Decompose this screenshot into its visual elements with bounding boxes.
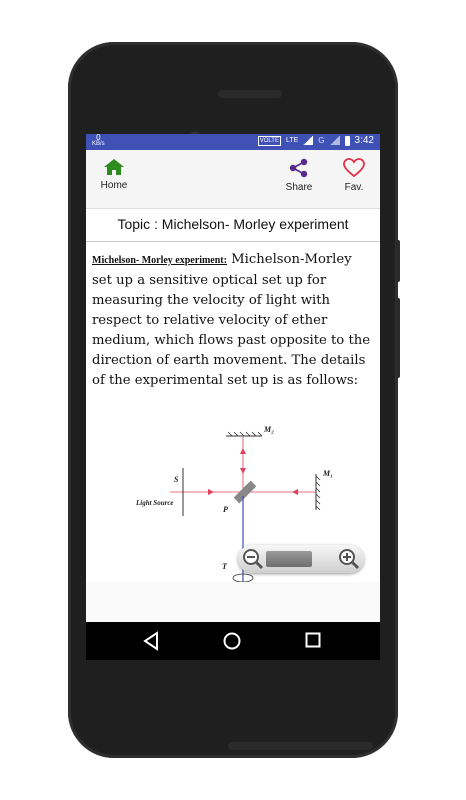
app-bar [86, 150, 380, 209]
volume-button [396, 298, 400, 378]
label-s: S [174, 475, 179, 484]
battery-icon [345, 136, 350, 146]
share-icon [288, 158, 310, 178]
article-paragraph [92, 250, 374, 391]
label-p: P [223, 505, 228, 514]
share-label: Share [285, 182, 313, 193]
article-body: Michelson-Morley set up a sensitive optical set up for measuring the velocity of light with respect to relative velocity of ether medium, which flows past opposite to the direction of earth movement. The details of the experimental set up is as follows: [92, 252, 371, 388]
net-speed-value: 0 [96, 134, 101, 142]
back-button[interactable] [142, 631, 160, 656]
label-m2: M₂ [264, 425, 274, 434]
label-t: T [222, 562, 227, 571]
top-speaker [218, 90, 282, 98]
g-network-label: G [318, 136, 325, 145]
mirror-m2 [226, 432, 262, 436]
screen [86, 134, 380, 660]
navigation-bar [86, 622, 380, 660]
arrow-up [240, 448, 246, 454]
volte-badge: VOLTE [259, 137, 279, 144]
network-type: LTE [285, 136, 299, 144]
zoom-in-button[interactable] [338, 548, 360, 570]
power-button [396, 240, 400, 282]
bottom-speaker [228, 742, 373, 750]
article-content [86, 242, 380, 582]
net-speed [92, 134, 105, 148]
back-icon [142, 631, 160, 651]
zoom-slider-track[interactable] [266, 551, 338, 567]
recents-button[interactable] [304, 631, 322, 654]
net-speed-unit: KB/s [92, 141, 105, 147]
zoom-slider-fill [266, 551, 312, 567]
zoom-in-icon [338, 548, 360, 570]
arrow-left [292, 489, 298, 495]
home-button[interactable] [98, 158, 130, 191]
home-icon [103, 158, 125, 176]
mirror-m1 [316, 474, 320, 510]
arrow-down [240, 468, 246, 474]
signal-icon-2 [330, 136, 340, 145]
label-m1: M₁ [323, 469, 333, 478]
share-button[interactable] [282, 158, 316, 193]
favorite-button[interactable] [338, 158, 370, 193]
topic-title: Topic : Michelson- Morley experiment [86, 209, 380, 242]
zoom-out-button[interactable] [242, 548, 264, 570]
zoom-control [238, 545, 364, 573]
zoom-out-icon [242, 548, 264, 570]
arrow-right [208, 489, 214, 495]
circle-home-icon [222, 631, 242, 651]
heart-icon [343, 158, 365, 178]
fav-label: Fav. [344, 182, 364, 193]
home-nav-button[interactable] [222, 631, 242, 656]
status-bar [86, 134, 380, 150]
label-light-source: Light Source [136, 499, 174, 507]
article-lead: Michelson- Morley experiment: [92, 255, 227, 266]
clock: 3:42 [354, 135, 374, 146]
home-label: Home [100, 180, 128, 191]
square-recents-icon [304, 631, 322, 649]
signal-icon [303, 136, 313, 145]
